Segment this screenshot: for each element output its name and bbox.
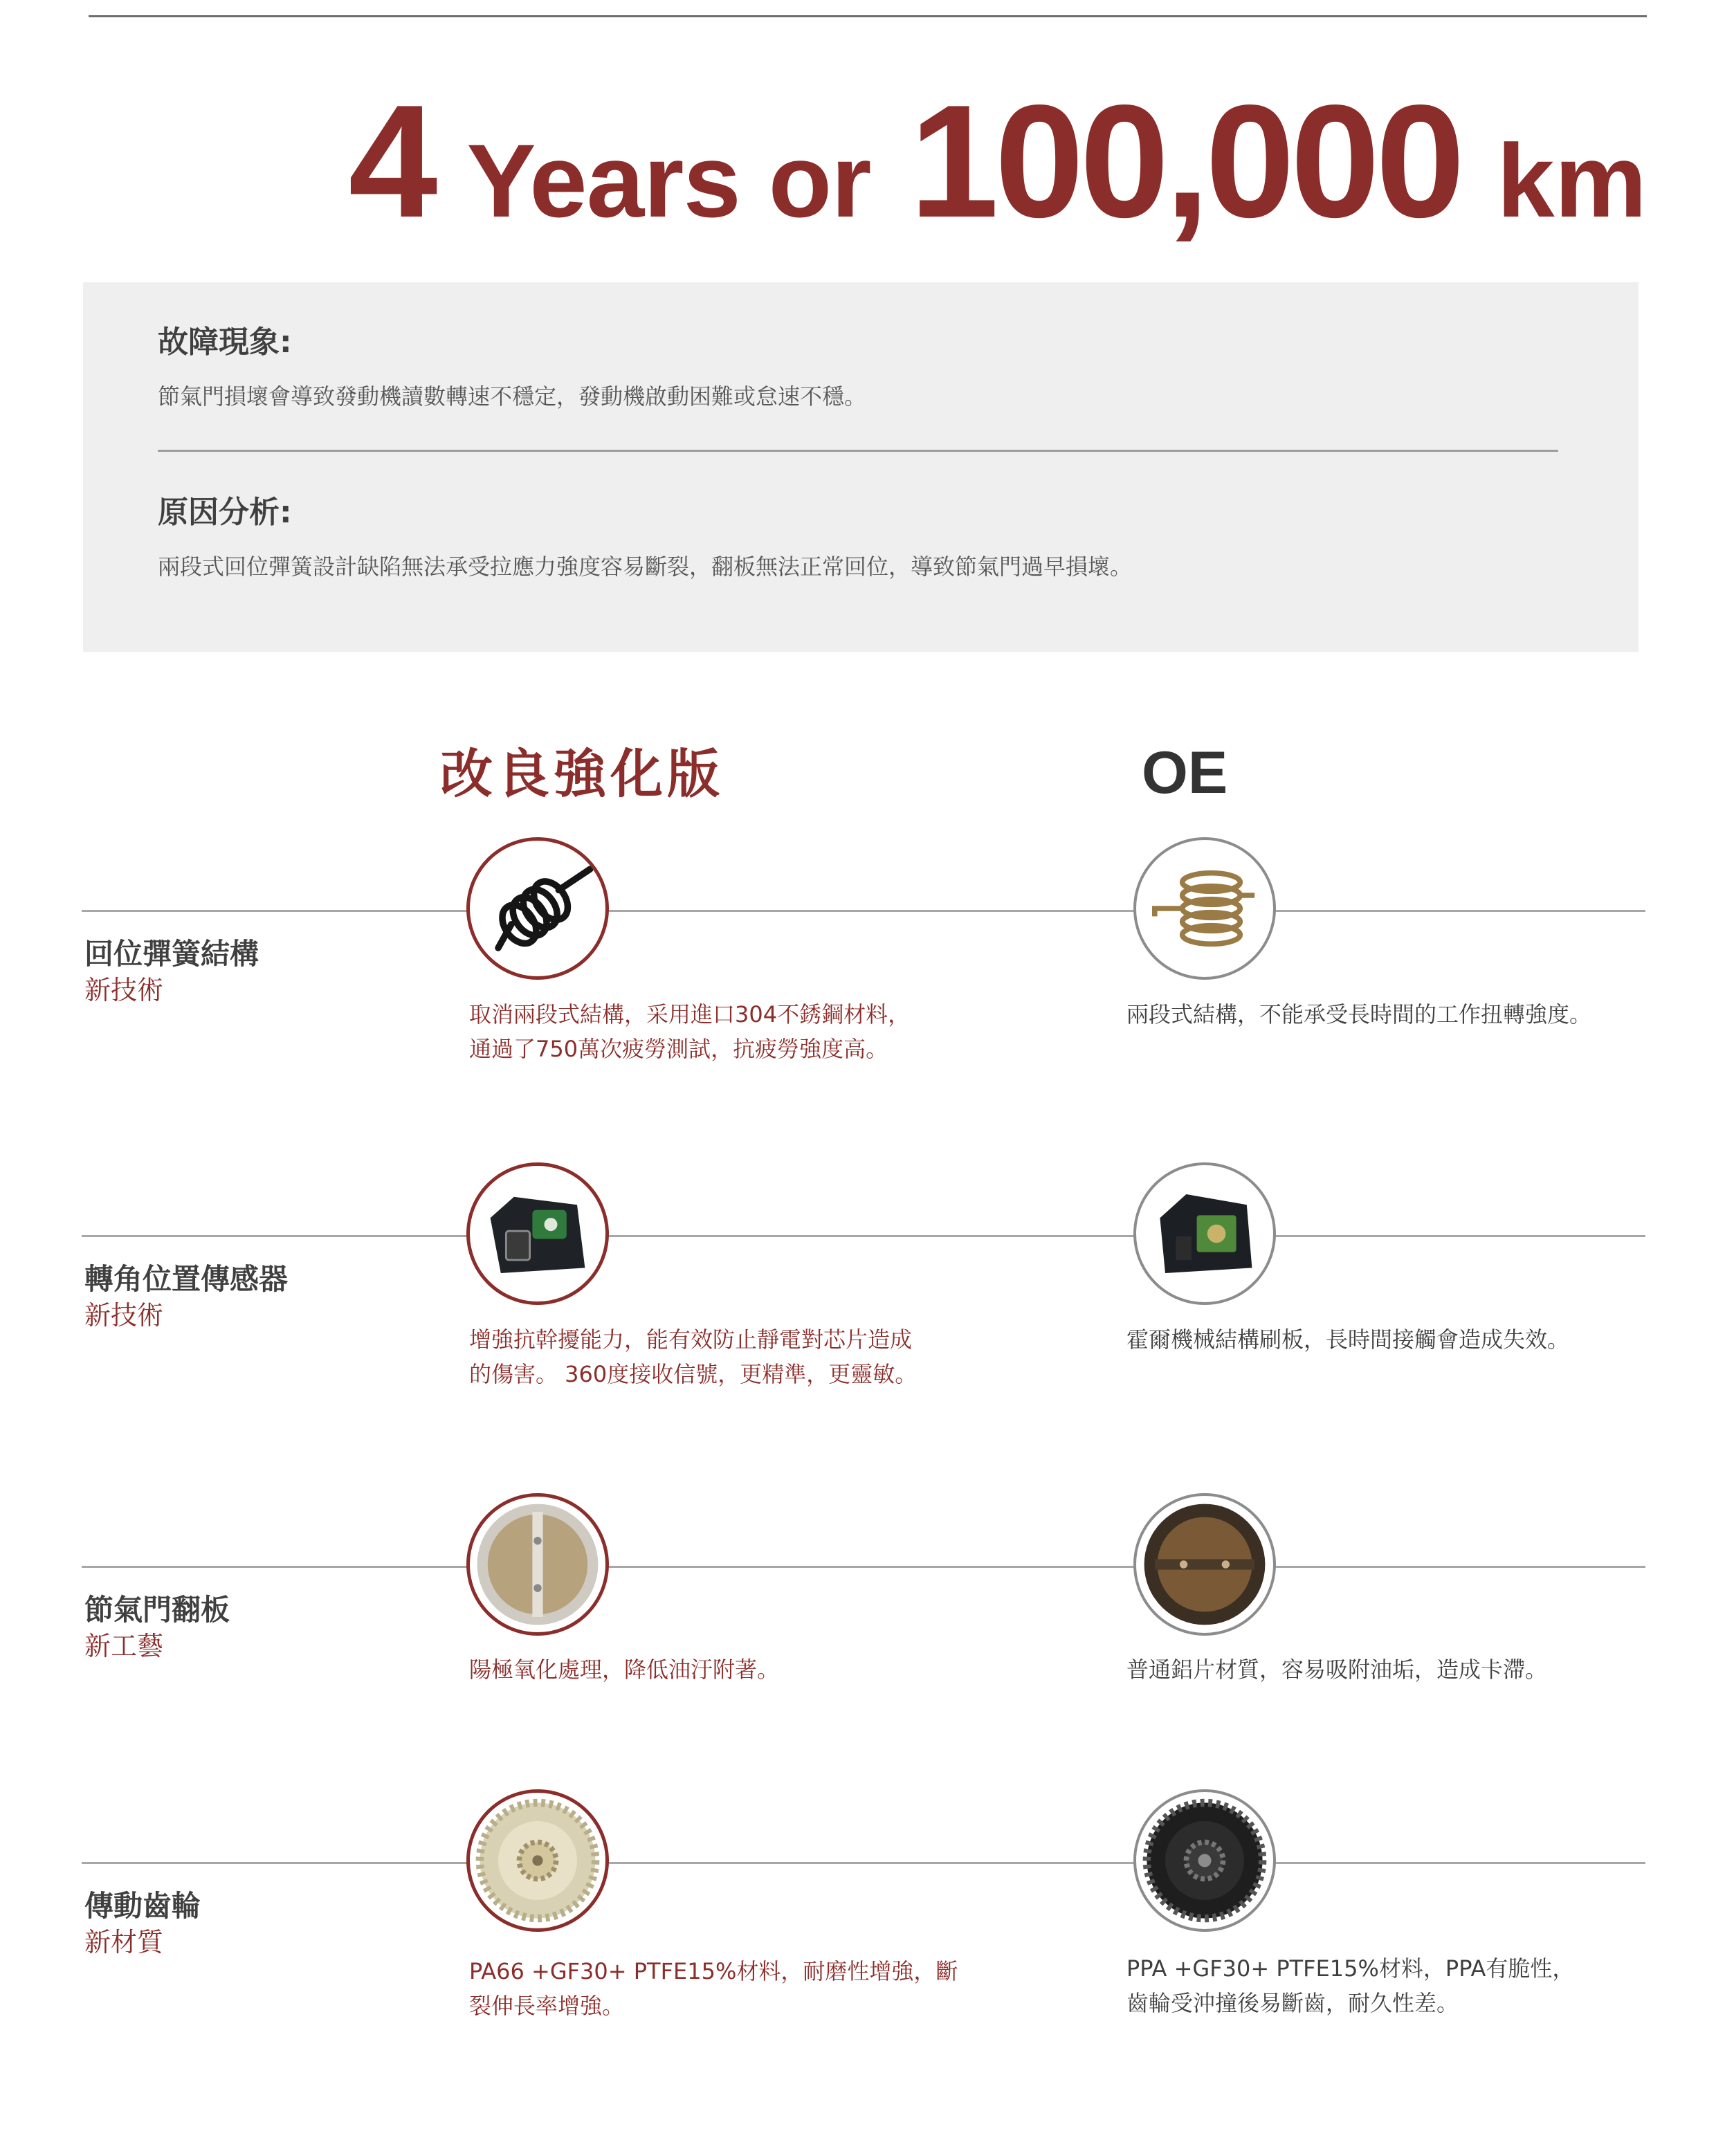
top-divider: [89, 15, 1647, 17]
oe-plate-image: [1133, 1493, 1276, 1636]
row-divider-plate: [82, 1566, 1645, 1568]
improved-column-heading: 改良強化版: [440, 743, 724, 805]
symptom-title: 故障現象:: [158, 325, 292, 360]
headline-years-or: Years or: [466, 122, 871, 239]
oe-sensor-description: 霍爾機械結構刷板，長時間接觸會造成失效。: [1126, 1326, 1570, 1353]
row-divider-sensor: [82, 1235, 1645, 1237]
improved-sensor-image: [466, 1162, 609, 1305]
headline-km-unit: km: [1497, 122, 1647, 239]
oe-gear-description: PPA +GF30+ PTFE15%材料，PPA有脆性， 齒輪受沖撞後易斷齒，耐久性差。: [1126, 1955, 1575, 2016]
headline-years-number: 4: [348, 72, 434, 251]
improved-gear-description: PA66 +GF30+ PTFE15%材料，耐磨性增強，斷 裂伸長率增強。: [469, 1958, 958, 2019]
feature-title-gear: 傳動齒輪: [84, 1889, 201, 1923]
improved-gear-image: [466, 1789, 609, 1932]
beige-gear-icon: [472, 1795, 603, 1926]
row-divider-gear: [82, 1862, 1645, 1864]
feature-tag-plate: 新工藝: [84, 1631, 164, 1661]
feature-title-sensor: 轉角位置傳感器: [84, 1262, 289, 1296]
dirty-throttle-plate-icon: [1139, 1499, 1270, 1630]
row-divider-spring: [82, 910, 1645, 912]
feature-tag-sensor: 新技術: [84, 1300, 164, 1331]
cause-text: 兩段式回位彈簧設計缺陷無法承受拉應力強度容易斷裂，翻板無法正常回位，導致節氣門過早損壞。: [158, 554, 1133, 580]
black-coil-spring-icon: [472, 843, 603, 974]
black-gear-icon: [1139, 1795, 1270, 1926]
improved-plate-image: [466, 1493, 609, 1636]
warranty-headline: [348, 69, 1647, 249]
sensor-housing-icon: [472, 1168, 603, 1299]
fault-analysis-panel: [83, 282, 1639, 652]
improved-spring-image: [466, 837, 609, 980]
sensor-pcb-icon: [1139, 1168, 1270, 1299]
clean-throttle-plate-icon: [472, 1499, 603, 1630]
brass-two-stage-spring-icon: [1139, 843, 1270, 974]
feature-tag-spring: 新技術: [84, 975, 164, 1005]
symptom-text: 節氣門損壞會導致發動機讀數轉速不穩定，發動機啟動困難或怠速不穩。: [158, 383, 867, 410]
cause-title: 原因分析:: [158, 495, 292, 530]
feature-title-plate: 節氣門翻板: [84, 1593, 230, 1627]
oe-spring-image: [1133, 837, 1276, 980]
headline-km-number: 100,000: [909, 72, 1461, 251]
oe-spring-description: 兩段式結構，不能承受長時間的工作扭轉強度。: [1126, 1001, 1592, 1027]
oe-column-heading: OE: [1142, 740, 1228, 806]
improved-plate-description: 陽極氧化處理，降低油汙附著。: [469, 1656, 780, 1683]
oe-sensor-image: [1133, 1162, 1276, 1305]
oe-gear-image: [1133, 1789, 1276, 1932]
feature-tag-gear: 新材質: [84, 1927, 164, 1957]
oe-plate-description: 普通鋁片材質，容易吸附油垢，造成卡滯。: [1126, 1656, 1548, 1683]
improved-spring-description: 取消兩段式結構，采用進口304不銹鋼材料， 通過了750萬次疲勞測試，抗疲勞強度高。: [469, 1001, 911, 1062]
feature-title-spring: 回位彈簧結構: [84, 937, 259, 971]
improved-sensor-description: 增強抗幹擾能力，能有效防止靜電對芯片造成 的傷害。 360度接收信號，更精準，更靈敏。: [469, 1326, 918, 1387]
panel-divider: [158, 450, 1558, 452]
